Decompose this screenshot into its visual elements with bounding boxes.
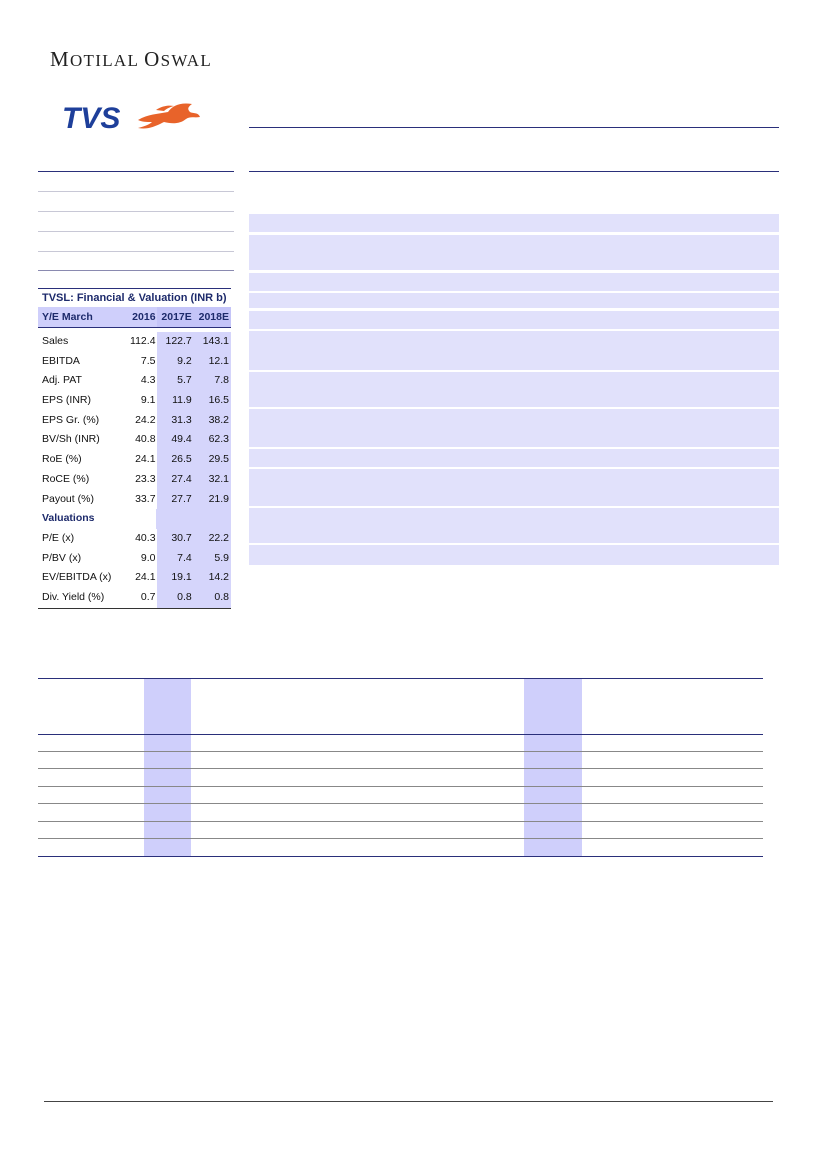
lower-table-rule — [38, 803, 763, 804]
header-rule — [249, 127, 779, 128]
lower-table-rule-bottom — [38, 856, 763, 857]
horse-emblem — [138, 103, 200, 128]
sidebar-rule — [38, 211, 234, 212]
table-row: P/E (x) 40.3 30.7 22.2 — [38, 529, 231, 549]
col-header-2018e: 2018E — [194, 307, 231, 327]
content-band — [249, 409, 779, 447]
content-band — [249, 545, 779, 565]
content-band — [249, 331, 779, 370]
content-band — [249, 469, 779, 506]
financial-valuation-table — [38, 288, 231, 609]
section-label: Valuations — [42, 512, 95, 525]
content-band — [249, 214, 779, 232]
lower-table-rule — [38, 768, 763, 769]
table-row: RoCE (%) 23.3 27.4 32.1 — [38, 470, 231, 490]
col-header-2017e: 2017E — [157, 307, 194, 327]
table-row: BV/Sh (INR) 40.8 49.4 62.3 — [38, 430, 231, 450]
logo-text: TVS — [62, 102, 121, 134]
content-band — [249, 311, 779, 329]
footer-rule — [44, 1101, 773, 1102]
tvs-logo — [60, 100, 205, 134]
lower-table-rule-top — [38, 678, 763, 679]
content-band — [249, 508, 779, 543]
sidebar-rule-top — [38, 171, 234, 172]
table-row: EPS (INR) 9.1 11.9 16.5 — [38, 391, 231, 411]
table-title: TVSL: Financial & Valuation (INR b) — [38, 288, 231, 307]
content-band — [249, 235, 779, 270]
table-row: RoE (%) 24.1 26.5 29.5 — [38, 450, 231, 470]
lower-table-rule — [38, 821, 763, 822]
col-header-2016: 2016 — [132, 311, 156, 323]
sidebar-rule — [38, 251, 234, 252]
table-row: Sales 112.4 122.7 143.1 — [38, 332, 231, 352]
lower-table-rule — [38, 838, 763, 839]
table-row: EPS Gr. (%) 24.2 31.3 38.2 — [38, 411, 231, 431]
table-row: Payout (%) 33.7 27.7 21.9 — [38, 490, 231, 510]
brand-wordmark: MOTILAL OSWAL — [50, 47, 213, 71]
content-band — [249, 273, 779, 291]
content-band — [249, 293, 779, 308]
col-header-ye-march: Y/E March — [42, 311, 93, 323]
sidebar-rule — [38, 191, 234, 192]
table-row: P/BV (x) 9.0 7.4 5.9 — [38, 549, 231, 569]
table-row: Div. Yield (%) 0.7 0.8 0.8 — [38, 588, 231, 609]
sidebar-rule-bottom — [38, 270, 234, 271]
lower-table-rule-header — [38, 734, 763, 735]
lower-table-rule — [38, 751, 763, 752]
content-band — [249, 372, 779, 407]
content-band — [249, 449, 779, 467]
section-rule — [249, 171, 779, 172]
table-row: EV/EBITDA (x) 24.1 19.1 14.2 — [38, 568, 231, 588]
valuations-section-row — [38, 509, 231, 529]
table-row: EBITDA 7.5 9.2 12.1 — [38, 352, 231, 372]
table-row: Adj. PAT 4.3 5.7 7.8 — [38, 371, 231, 391]
lower-table-rule — [38, 786, 763, 787]
table-header-row — [38, 307, 231, 328]
sidebar-rule — [38, 231, 234, 232]
